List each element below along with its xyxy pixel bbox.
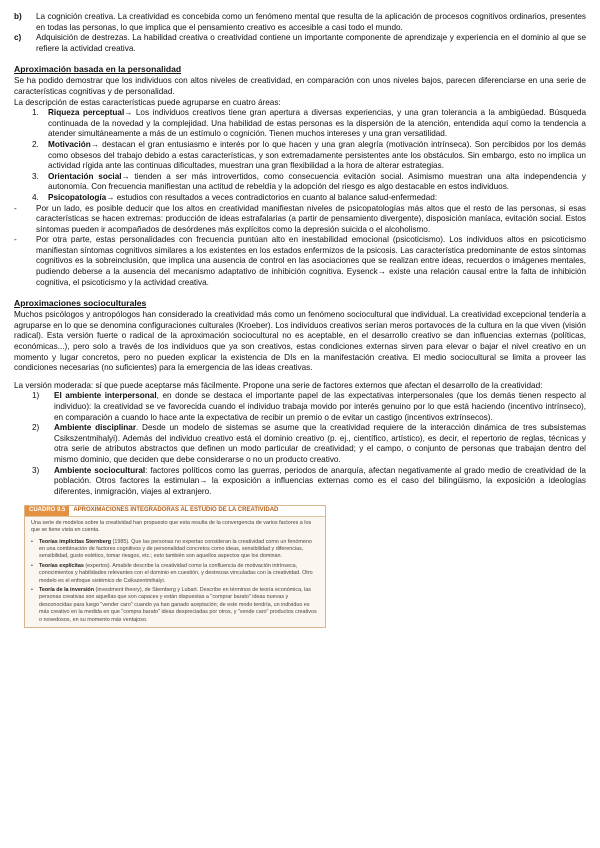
paragraph: La versión moderada: sí que puede aceptarse más fácilmente. Propone una serie de factores externos que afectan el desarrollo de la creatividad:: [14, 380, 543, 390]
list-item: [14, 204, 586, 236]
list-item-text: . La habilidad creativa o creatividad contiene un importante componente de aprendizaje y experiencia en el dominio al que se refiere la actividad creativa.: [36, 33, 586, 53]
list-item-text: destacan el gran entusiasmo e interés por lo que hacen y una gran alegría (motivación intrínseca). Son percibidos por los demás como obsesos del trabajo debido a estas características, y son extremadamente persistentes ante los obstáculos. Sin embargo, esto no implica un actividad rígida ante las continuas dificultades, muestran una gran flexibilidad a la hora de alterar estrategias.: [48, 139, 586, 171]
list-item-text: La cognición creativa: [36, 12, 114, 21]
list-item: [32, 423, 586, 465]
info-box-item-text: (expertos). Amabile describe la creatividad como la confluencia de motivación intrínseca, conocimientos y habilidades relevantes con el dominio en cuestión, y destrezas vinculadas con la creatividad. Otro modelo es el enfoque sistémico de Csikszentmihalyi.: [39, 562, 313, 584]
bullet-icon: •: [31, 562, 33, 569]
info-box: [24, 505, 326, 628]
list-item-text: . La creatividad es concebida como un fenómeno mental que resulta de la aplicación de procesos cognitivos ordinarios, presentes en todas las personas, lo que implica que el pensamiento creativo es accesible a casi todo el mundo.: [36, 12, 587, 32]
list-item: [32, 108, 586, 140]
bullet-icon: •: [31, 538, 33, 545]
list-item-lead: Ambiente disciplinar: [54, 423, 137, 433]
paragraph: Se ha podido demostrar que los individuos con altos niveles de creatividad, en comparación con unos niveles bajos, parecen diferenciarse en una serie de características cognitivas y de personalidad.: [14, 76, 586, 96]
list-item-b: [14, 12, 586, 33]
list-item-lead: Orientación social→: [48, 171, 130, 181]
list-marker: 4.: [32, 192, 39, 202]
list-item-c: [14, 33, 586, 54]
list-marker: 2): [32, 423, 40, 433]
section-heading-personality: Aproximación basada en la personalidad: [14, 64, 182, 75]
info-box-title: APROXIMACIONES INTEGRADORAS AL ESTUDIO DE LA CREATIVIDAD: [73, 507, 279, 514]
list-item-text: : factores políticos como las guerras, periodos de anarquía, afectan negativamente al grado medio de creatividad de la población. Otros factores la estimulan→ la exposición a influencias externas como es el caso del bilingüismo, la exposición a ideologías diferentes, inmigración, viajes al extranjero.: [54, 465, 586, 496]
list-marker: 2.: [32, 139, 39, 149]
list-item-text: , en donde se destaca el importante papel de las expectativas interpersonales (que los demás tienen respecto al individuo): la creatividad se ve favorecida cuando el individuo trabaja movido por interés genuino por lo que está haciendo (incentivo intrínseco), en comparación a cuando lo hace ante la expectativa de recibir un premio o de evitar un castigo (incentivos extrínsecos).: [54, 391, 586, 422]
list-item: [32, 466, 586, 498]
info-box-label: CUADRO 9.5: [25, 506, 69, 515]
list-item: [32, 391, 586, 423]
section-heading-sociocultural: Aproximaciones socioculturales: [14, 298, 147, 309]
info-box-item: [25, 561, 325, 585]
list-item-lead: Ambiente sociocultural: [54, 465, 146, 475]
list-marker: 1): [32, 391, 40, 401]
list-marker: b): [14, 12, 22, 21]
list-item-lead: Riqueza perceptual→: [48, 108, 133, 118]
list-item-text: tienden a ser más introvertidos, como consecuencia evitación social. Asimismo muestran una alta independencia y autonomía. Con frecuencia manifiestan una actitud de rebeldía y la adopción del riesgo es algo destacable en estos individuos.: [48, 171, 586, 192]
list-marker: -: [14, 235, 17, 245]
list-marker: c): [14, 33, 22, 43]
bullet-icon: •: [31, 587, 33, 593]
list-item: [32, 172, 586, 193]
list-item-text: Los individuos creativos tiene gran apertura a diversas experiencias, y una gran tolerancia a la ambigüedad. Búsqueda continuada de la novedad y la complejidad. Una habilidad de estas personas es la dispersión de la atención, entendida aquí como la tendencia a atender simultáneamente a más de un estímulo o cognición. Tienen muchos intereses y una gran versatilidad.: [48, 108, 587, 139]
info-box-item-text: (1985). Que las personas no expertas consideran la creatividad como un fenómeno en una combinación de factores cognitivos y de personalidad concretos como ideas, sensibilidad y diferencias, sensibilidad, gusto estético, tomar riesgos, etc.; esto también son aquellos aspectos que los dominan.: [39, 538, 312, 560]
info-box-header: [25, 506, 325, 516]
list-marker: 3): [32, 465, 40, 475]
list-item-lead: Psicopatología→: [48, 192, 115, 202]
list-marker: -: [14, 203, 17, 213]
info-box-item-lead: Teoría de la inversión: [39, 587, 95, 593]
list-item-text: Por un lado, es posible deducir que los altos en creatividad manifiestan niveles de psicopatologías más altos que el resto de las personas, si esas características se hacen extremas: producción de ideas estrafalarias (a partir de pensamiento divergente), disposición maníaca, evitación social. Estos síntomas pueden ir acompañados de desórdenes más explícitos como la depresión suicida o el alcoholismo.: [36, 203, 586, 234]
info-box-item-text: (investment theory), de Sternberg y Lubart. Describe en términos de teoría económica, las personas creativas son aquellas que son capaces y están dispuestas a "comprar barato" ideas nuevas y desconocidas para luego "vender caro" cuando ya han ganado aceptación; de este modo tendría, un individuo es más creativo en la medida en que "compra barato" ideas despreciadas por otros, y "vende caro" productos creativos o novedosos, en su momento más ventajoso.: [39, 587, 317, 623]
paragraph: Muchos psicólogos y antropólogos han considerado la creatividad más como un fenómeno sociocultural que individual. La creatividad excepcional tendería a agruparse en lo que se denomina configuraciones culturales (Kroeber). Los individuos creativos serían meros portavoces de la cultura en la que viven (visión radical). Esta versión fuerte o radical de la aproximación sociocultural no es aceptable, en el desarrollo creativo se dan influencias externas (políticas, económicas...), pero solo a través de los individuos que ya son creativos, estas condiciones externas sirven para elevar o bajar el nivel creativo en un momento y lugar concretos, pero no pueden explicar la existencia de DIs en la manifestación creativa. El medio sociocultural se limita a proveer las condiciones necesarias (no suficientes) para la emergencia de las ideas creativas.: [14, 310, 586, 373]
psychopathology-sublist: [14, 204, 586, 289]
list-item: [14, 235, 586, 288]
paragraph: La descripción de estas características puede agruparse en cuatro áreas:: [14, 97, 281, 107]
top-list: [14, 12, 586, 54]
info-box-item: [25, 585, 325, 624]
info-box-item-lead: Teorías explícitas: [39, 562, 84, 569]
info-box-item-lead: Teorías implícitas Sternberg: [39, 538, 112, 545]
info-box-item: [25, 537, 325, 561]
list-item-lead: Motivación→: [48, 139, 99, 149]
info-box-intro: Una serie de modelos sobre la creatividad han propuesto que esta resulta de la convergencia de varios factores a los que se tiene vista en cuenta.: [31, 519, 312, 534]
list-item-text: Adquisición de destrezas: [36, 33, 128, 43]
list-item-text: . Desde un modelo de sistemas se asume que la creatividad requiere de la interacción dinámica de tres subsistemas Csikszentmihalyi). Además del individuo creativo está el dominio creativo (p. ej., científico, artístico), es decir, el repertorio de reglas, técnicas y otra serie de atributos abstractos que definen un modo particular de creatividad; y el campo, o conjunto de personas que trabajan dentro del mismo dominio, que deciden que debe considerarse o no un producto creativo.: [54, 423, 586, 464]
sociocultural-list: [32, 391, 586, 497]
list-marker: 3.: [32, 171, 39, 181]
list-item: [32, 140, 586, 172]
list-item-text: Por otra parte, estas personalidades con frecuencia puntúan alto en inestabilidad emocional (psicoticismo). Los individuos altos en psicoticismo manifiestan síntomas cognitivos similares a los existentes en los estados enfermizos de la psicosis. Las característica predominante de estos síntomas cognitivos es la sobreinclusión, que implica una ausencia de control en las asociaciones que se realizan entre ideas, recuerdos o imágenes mentales, pudiendo deberse a la ausencia del mecanismo adaptativo de inhibición cognitiva. Eysenck→ existe una relación causal entre la falta de inhibición cognitiva, el psicoticismo y la actividad creativa.: [36, 235, 586, 287]
list-item-lead: El ambiente interpersonal: [54, 391, 157, 401]
list-item: [32, 193, 586, 204]
list-item-text: estudios con resultados a veces contradictorios en cuanto al balance salud-enfermedad:: [114, 192, 438, 202]
personality-list: [32, 108, 586, 203]
list-marker: 1.: [32, 108, 39, 118]
